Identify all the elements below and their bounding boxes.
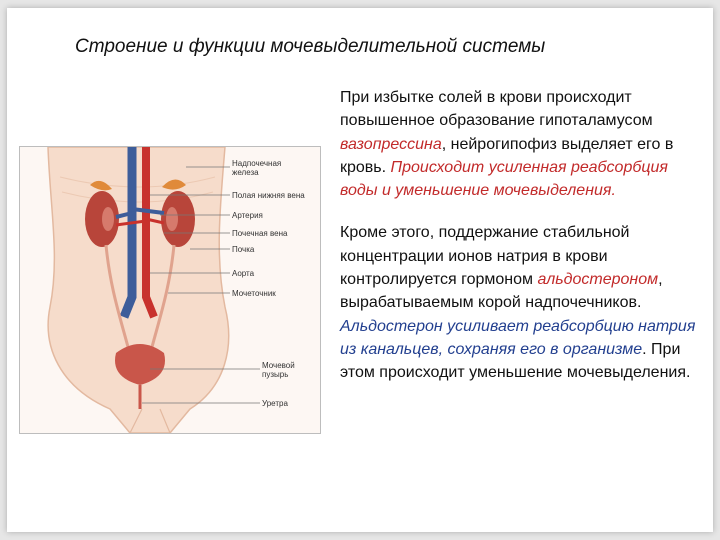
term-vasopressin: вазопрессина: [340, 135, 442, 153]
label-aorta: Аорта: [232, 269, 255, 278]
paragraph-vasopressin: При избытке солей в крови происходит повышенное образование гипоталамусом вазопрессина, нейрогипофиз выделяет его в кровь. Происходит усиленная реабсорбция воды и уменьшение мочевыделения.: [340, 89, 674, 200]
highlight-reabsorption-water: Происходит усиленная реабсорбция воды и уменьшение мочевыделения.: [340, 158, 668, 200]
label-bladder: Мочевой пузырь: [262, 361, 295, 379]
slide: [7, 8, 713, 532]
urinary-system-illustration: [19, 146, 321, 434]
paragraph-aldosterone: Кроме этого, поддержание стабильной концентрации ионов натрия в крови контролируется гормоном альдостероном, вырабатываемым корой надпочечников. Альдостерон усиливает реабсорбцию натрия из канальцев, сохраняя его в организме. При этом происходит уменьшение мочевыделения.: [340, 224, 696, 382]
label-adrenal-gland: Надпочечная железа: [232, 159, 282, 177]
label-kidney: Почка: [232, 245, 255, 254]
body-silhouette: [48, 147, 229, 433]
label-artery: Артерия: [232, 211, 263, 220]
body-text: [340, 86, 708, 385]
highlight-sodium-reabsorption: Альдостерон усиливает реабсорбцию натрия из канальцев, сохраняя его в организме: [340, 317, 696, 358]
label-urethra: Уретра: [262, 399, 288, 408]
label-renal-vein: Почечная вена: [232, 229, 288, 238]
term-aldosterone: альдостероном: [537, 271, 659, 289]
label-ureter: Мочеточник: [232, 289, 276, 298]
slide-title: Строение и функции мочевыделительной системы: [75, 36, 546, 57]
label-vena-cava: Полая нижняя вена: [232, 191, 305, 200]
